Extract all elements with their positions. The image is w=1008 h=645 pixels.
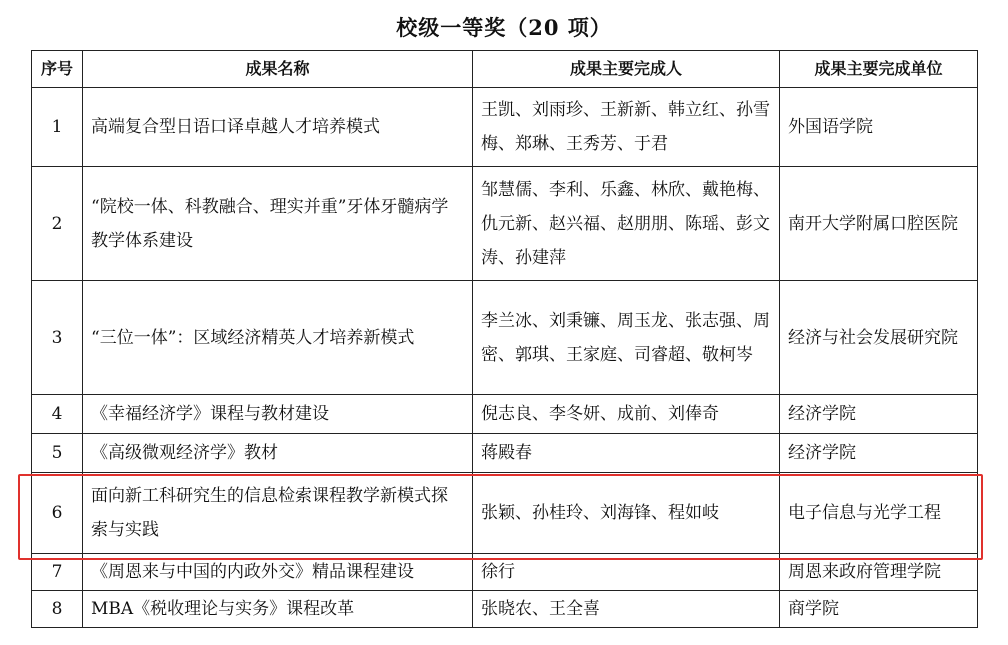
achievement-name: 《幸福经济学》课程与教材建设 bbox=[83, 395, 473, 434]
main-unit: 经济学院 bbox=[780, 395, 978, 434]
table-row bbox=[32, 88, 978, 167]
main-unit: 经济与社会发展研究院 bbox=[780, 281, 978, 395]
table-header-row bbox=[32, 51, 978, 88]
row-number: 5 bbox=[32, 434, 83, 473]
page-title: 校级一等奖（20 项） bbox=[396, 15, 612, 40]
row-number: 1 bbox=[32, 88, 83, 167]
table-row bbox=[32, 167, 978, 281]
table-row bbox=[32, 434, 978, 473]
main-contributors: 蒋殿春 bbox=[473, 434, 780, 473]
achievement-name: 面向新工科研究生的信息检索课程教学新模式探索与实践 bbox=[83, 473, 473, 554]
table-row bbox=[32, 591, 978, 628]
main-contributors: 邹慧儒、李利、乐鑫、林欣、戴艳梅、仇元新、赵兴福、赵朋朋、陈瑶、彭文涛、孙建萍 bbox=[473, 167, 780, 281]
achievement-name: 高端复合型日语口译卓越人才培养模式 bbox=[83, 88, 473, 167]
main-contributors: 张颖、孙桂玲、刘海锋、程如岐 bbox=[473, 473, 780, 554]
row-number: 3 bbox=[32, 281, 83, 395]
header-people: 成果主要完成人 bbox=[473, 51, 780, 88]
main-unit: 经济学院 bbox=[780, 434, 978, 473]
main-contributors: 李兰冰、刘秉镰、周玉龙、张志强、周密、郭琪、王家庭、司睿超、敬柯岑 bbox=[473, 281, 780, 395]
achievement-name: 《高级微观经济学》教材 bbox=[83, 434, 473, 473]
header-no: 序号 bbox=[32, 51, 83, 88]
main-contributors: 徐行 bbox=[473, 554, 780, 591]
main-contributors: 张晓农、王全喜 bbox=[473, 591, 780, 628]
table-row bbox=[32, 281, 978, 395]
row-number: 7 bbox=[32, 554, 83, 591]
main-contributors: 王凯、刘雨珍、王新新、韩立红、孙雪梅、郑琳、王秀芳、于君 bbox=[473, 88, 780, 167]
row-number: 6 bbox=[32, 473, 83, 554]
achievement-name: 《周恩来与中国的内政外交》精品课程建设 bbox=[83, 554, 473, 591]
row-number: 8 bbox=[32, 591, 83, 628]
main-unit: 外国语学院 bbox=[780, 88, 978, 167]
main-unit: 周恩来政府管理学院 bbox=[780, 554, 978, 591]
row-number: 4 bbox=[32, 395, 83, 434]
main-contributors: 倪志良、李冬妍、成前、刘俸奇 bbox=[473, 395, 780, 434]
row-highlight-box bbox=[18, 474, 983, 560]
header-unit: 成果主要完成单位 bbox=[780, 51, 978, 88]
achievement-name: “三位一体”：区域经济精英人才培养新模式 bbox=[83, 281, 473, 395]
main-unit: 商学院 bbox=[780, 591, 978, 628]
header-name: 成果名称 bbox=[83, 51, 473, 88]
table-row bbox=[32, 395, 978, 434]
achievement-name: “院校一体、科教融合、理实并重”牙体牙髓病学教学体系建设 bbox=[83, 167, 473, 281]
main-unit: 电子信息与光学工程 bbox=[780, 473, 978, 554]
main-unit: 南开大学附属口腔医院 bbox=[780, 167, 978, 281]
achievement-name: MBA《税收理论与实务》课程改革 bbox=[83, 591, 473, 628]
row-number: 2 bbox=[32, 167, 83, 281]
